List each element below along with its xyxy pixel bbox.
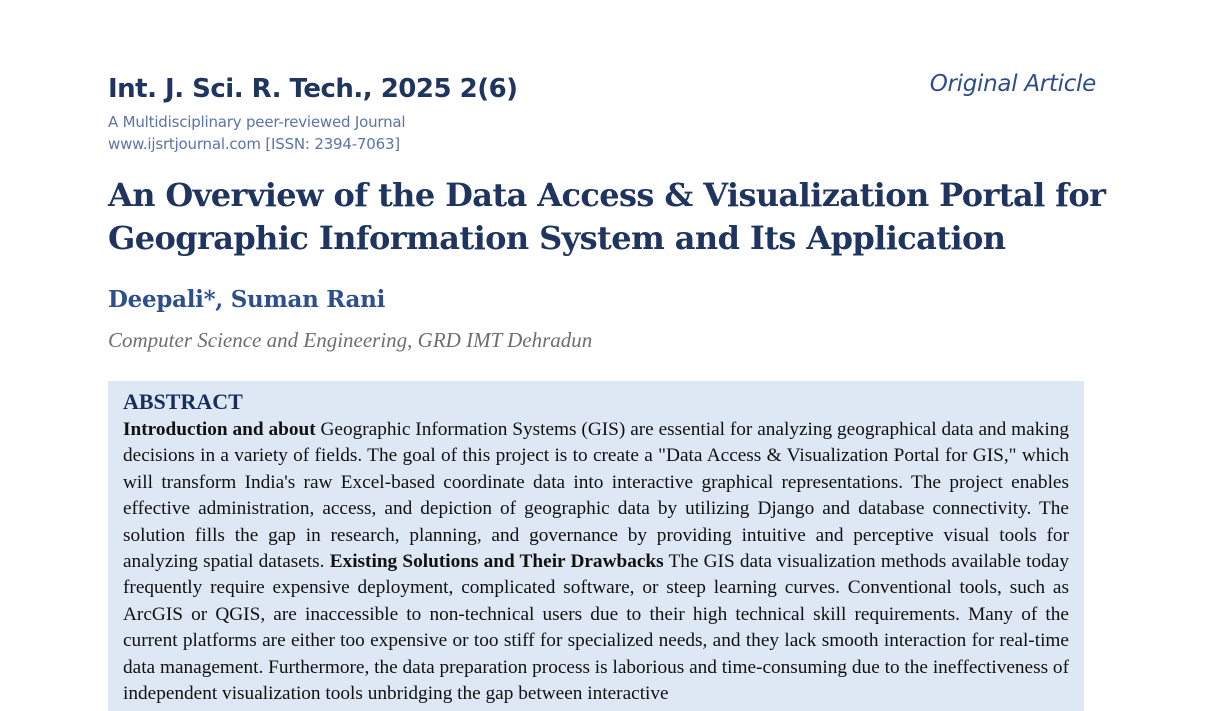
journal-tagline: A Multidisciplinary peer-reviewed Journal <box>108 113 406 131</box>
abstract-existing-text: The GIS data visualization methods available today frequently require expensive deployment, complicated software, or steep learning curves. Conventional tools, such as ArcGIS or QGIS, are inaccessible to non-technical users due to their high technical skill requirements. Many of the current platforms are either too expensive or too stiff for specialized needs, and they lack smooth interaction for real-time data management. Furthermore, the data preparation process is laborious and time-consuming due to the ineffectiveness of independent visualization tools unbridging the gap between interactive <box>123 551 1069 705</box>
abstract-body <box>123 417 1069 707</box>
abstract-intro-label: Introduction and about <box>123 419 316 440</box>
abstract-existing-label: Existing Solutions and Their Drawbacks <box>329 551 664 573</box>
abstract-heading: ABSTRACT <box>123 389 243 414</box>
article-type-label: Original Article <box>929 71 1096 97</box>
journal-url[interactable]: www.ijsrtjournal.com [ISSN: 2394-7063] <box>108 135 400 153</box>
abstract-intro-text: Geographic Information Systems (GIS) are essential for analyzing geographical data and making decisions in a variety of fields. The goal of this project is to create a "Data Access & Visualization Portal for GIS," which will transform India's raw Excel-based coordinate data into interactive graphical representations. The project enables effective administration, access, and depiction of geographic data by utilizing Django and database connectivity. The solution fills the gap in research, planning, and governance by providing intuitive and perceptive visual tools for analyzing spatial datasets. <box>123 419 1069 573</box>
author-affiliation: Computer Science and Engineering, GRD IMT Dehradun <box>108 328 593 352</box>
abstract-section <box>108 381 1084 711</box>
paper-authors: Deepali*, Suman Rani <box>108 286 386 313</box>
journal-title: Int. J. Sci. R. Tech., 2025 2(6) <box>108 74 518 104</box>
paper-title: An Overview of the Data Access & Visualization Portal for Geographic Information System and Its Application <box>108 176 1106 257</box>
